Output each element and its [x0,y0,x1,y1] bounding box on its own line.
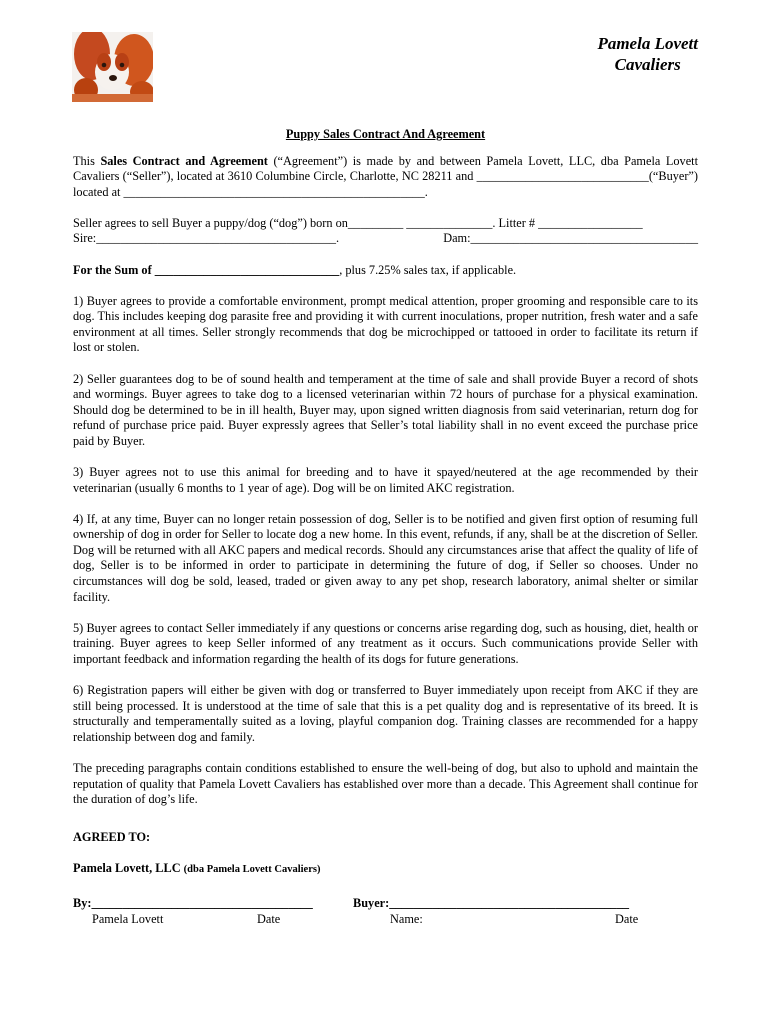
brand-line-1: Pamela Lovett [597,34,698,53]
sig-name-right: Name: [390,911,423,926]
sum-line [73,263,698,279]
intro-text-b: (“Agreement”) is made by and between Pamela Lovett, LLC, dba Pamela Lovett Cavaliers (“Seller”), located at 3610 Columbine Circle, Charlotte, NC 28211 and ____________________________(“Buyer”) located at _________________________________________________. [73,153,698,199]
clause-number: 1) [73,293,84,308]
contract-title: Puppy Sales Contract And Agreement [285,127,486,141]
clause-6 [73,683,698,745]
sire-field: Sire:_______________________________________. [73,231,340,246]
sig-name-left: Pamela Lovett [92,911,164,926]
clause-text: Registration papers will either be given with dog or transferred to Buyer immediately upon receipt from AKC if they are still being processed. It is understood at the time of sale that this is a pet quality dog and is representative of its breed. It is structurally and temperamentally suited as a loving, playful companion dog. Training classes are recommended for a happy relationship between dog and family. [73,683,698,744]
signature-caption-row [73,912,698,928]
clause-2 [73,372,698,450]
brand-line-2: Cavaliers [614,55,681,74]
clause-number: 6) [73,683,84,698]
clause-5 [73,621,698,668]
seller-party-dba: (dba Pamela Lovett Cavaliers) [183,864,321,876]
puppy-logo-image [72,32,153,102]
sig-date-left: Date [257,911,281,926]
dam-field: Dam:_____________________________________ [443,231,698,246]
seller-party-line [73,861,698,878]
signature-line-row [73,896,698,912]
clause-number: 4) [73,511,84,526]
buyer-signature-field[interactable]: Buyer:_______________________________________ [353,895,629,910]
seller-sale-line: Seller agrees to sell Buyer a puppy/dog (“dog”) born on_________ ______________. Litter # _________________ [73,215,643,230]
clause-3 [73,465,698,496]
by-signature-field[interactable]: By:____________________________________ [73,895,313,910]
sum-tail: , plus 7.25% sales tax, if applicable. [339,262,517,277]
clause-text: Buyer agrees to provide a comfortable environment, prompt medical attention, proper grooming and responsible care to its dog. This includes keeping dog parasite free and providing it with current inoculations, proper nutrition, fresh water and a safe environment at all times. Seller strongly recommends that dog be microchipped or tattooed in order to facilitate its return if lost or stolen. [73,293,698,355]
contract-body [73,127,698,928]
clause-1 [73,294,698,356]
agreed-heading: AGREED TO: [73,829,151,844]
brand-title [597,33,698,75]
closing-paragraph: The preceding paragraphs contain conditions established to ensure the well-being of dog, but also to uphold and maintain the reputation of quality that Pamela Lovett Cavaliers has established over more than a decade. This Agreement shall continue for the duration of dog’s life. [73,760,698,807]
seller-party-name: Pamela Lovett, LLC [73,861,181,876]
clause-number: 5) [73,620,84,635]
clause-text: If, at any time, Buyer can no longer retain possession of dog, Seller is to be notified and given first option of resuming full ownership of dog in order for Seller to locate dog a new home. In this event, refunds, if any, shall be at the discretion of Seller. Dog will be returned with all AKC papers and medical records. Should any circumstances arise that affect the quality of life of dog, Seller is to be informed in order to participate in determining the future of dog, if Seller so chooses. Under no circumstances will dog be sold, leased, traded or given away to any pet shop, research laboratory, animal shelter or similar facility. [73,511,699,604]
clause-text: Buyer agrees not to use this animal for breeding and to have it spayed/neutered at the age recommended by their veterinarian (usually 6 months to 1 year of age). Dog will be on limited AKC registration. [73,465,699,495]
sum-label: For the Sum of ______________________________ [73,262,340,277]
sig-date-right: Date [615,911,639,926]
clause-number: 2) [73,371,84,386]
clause-number: 3) [73,465,84,479]
intro-bold: Sales Contract and Agreement [100,153,268,168]
sire-dam-line [73,231,698,247]
clause-text: Seller guarantees dog to be of sound health and temperament at the time of sale and shall provide Buyer a record of shots and wormings. Buyer agrees to take dog to a licensed veterinarian within 72 hours of purchase for a physical examination. Should dog be determined to be in ill health, Buyer may, upon signed written diagnosis from said veterinarian, return dog for refund of purchase price paid. Buyer expressly agrees that Seller’s total liability shall in no event exceed the purchase price paid by Buyer. [73,371,698,448]
clause-text: Buyer agrees to contact Seller immediately if any questions or concerns arise regarding dog, such as housing, diet, health or training. Buyer agrees to keep Seller informed of any treatment as it occurs. Such communications provide Seller with important feedback and information regarding the health of its dogs for future generations. [73,620,698,666]
clause-4 [73,512,698,606]
intro-paragraph [73,154,698,201]
intro-text-a: This [73,153,101,168]
